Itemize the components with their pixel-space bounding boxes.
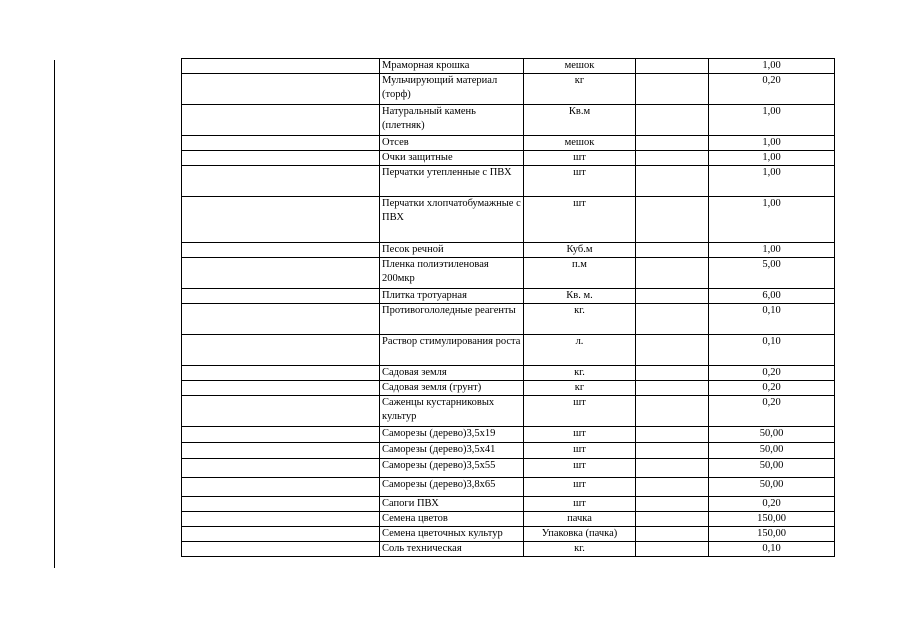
row-number-cell — [182, 459, 380, 478]
table-row — [182, 289, 835, 304]
unit-cell: Куб.м — [524, 243, 636, 258]
item-name-cell: Очки защитные — [380, 151, 524, 166]
item-name-cell: Саженцы кустарниковых культур — [380, 396, 524, 427]
table-row — [182, 527, 835, 542]
empty-cell — [636, 197, 709, 243]
empty-cell — [636, 381, 709, 396]
row-number-cell — [182, 542, 380, 557]
table-row — [182, 443, 835, 459]
empty-cell — [636, 542, 709, 557]
quantity-cell: 0,10 — [709, 335, 835, 366]
unit-cell: шт — [524, 443, 636, 459]
unit-cell: шт — [524, 497, 636, 512]
unit-cell: шт — [524, 478, 636, 497]
quantity-cell: 50,00 — [709, 459, 835, 478]
empty-cell — [636, 335, 709, 366]
item-name-cell: Соль техническая — [380, 542, 524, 557]
item-name-cell: Саморезы (дерево)3,5х41 — [380, 443, 524, 459]
item-name-cell: Перчатки утепленные с ПВХ — [380, 166, 524, 197]
unit-cell: кг. — [524, 304, 636, 335]
unit-cell: мешок — [524, 136, 636, 151]
quantity-cell: 1,00 — [709, 197, 835, 243]
item-name-cell: Перчатки хлопчатобумажные с ПВХ — [380, 197, 524, 243]
row-number-cell — [182, 289, 380, 304]
quantity-cell: 0,10 — [709, 542, 835, 557]
row-number-cell — [182, 136, 380, 151]
quantity-cell: 1,00 — [709, 243, 835, 258]
empty-cell — [636, 478, 709, 497]
quantity-cell: 0,20 — [709, 74, 835, 105]
item-name-cell: Саморезы (дерево)3,5х55 — [380, 459, 524, 478]
table-row — [182, 304, 835, 335]
unit-cell: Кв.м — [524, 105, 636, 136]
row-number-cell — [182, 105, 380, 136]
unit-cell: шт — [524, 427, 636, 443]
unit-cell: кг. — [524, 542, 636, 557]
unit-cell: кг — [524, 381, 636, 396]
empty-cell — [636, 443, 709, 459]
item-name-cell: Сапоги ПВХ — [380, 497, 524, 512]
empty-cell — [636, 459, 709, 478]
quantity-cell: 0,10 — [709, 304, 835, 335]
unit-cell: шт — [524, 459, 636, 478]
empty-cell — [636, 304, 709, 335]
row-number-cell — [182, 59, 380, 74]
unit-cell: п.м — [524, 258, 636, 289]
item-name-cell: Пленка полиэтиленовая 200мкр — [380, 258, 524, 289]
row-number-cell — [182, 381, 380, 396]
empty-cell — [636, 497, 709, 512]
quantity-cell: 1,00 — [709, 59, 835, 74]
item-name-cell: Мраморная крошка — [380, 59, 524, 74]
unit-cell: Кв. м. — [524, 289, 636, 304]
unit-cell: кг. — [524, 366, 636, 381]
row-number-cell — [182, 366, 380, 381]
table-row — [182, 427, 835, 443]
empty-cell — [636, 527, 709, 542]
table-row — [182, 396, 835, 427]
page-margin-rule — [54, 60, 55, 568]
item-name-cell: Натуральный камень (плетняк) — [380, 105, 524, 136]
row-number-cell — [182, 335, 380, 366]
unit-cell: Упаковка (пачка) — [524, 527, 636, 542]
item-name-cell: Семена цветочных культур — [380, 527, 524, 542]
unit-cell: л. — [524, 335, 636, 366]
row-number-cell — [182, 396, 380, 427]
table-row — [182, 335, 835, 366]
item-name-cell: Садовая земля — [380, 366, 524, 381]
table-row — [182, 366, 835, 381]
quantity-cell: 1,00 — [709, 166, 835, 197]
row-number-cell — [182, 304, 380, 335]
quantity-cell: 1,00 — [709, 136, 835, 151]
item-name-cell: Садовая земля (грунт) — [380, 381, 524, 396]
quantity-cell: 150,00 — [709, 512, 835, 527]
table-row — [182, 74, 835, 105]
row-number-cell — [182, 74, 380, 105]
empty-cell — [636, 243, 709, 258]
quantity-cell: 0,20 — [709, 396, 835, 427]
quantity-cell: 0,20 — [709, 381, 835, 396]
row-number-cell — [182, 243, 380, 258]
table-row — [182, 478, 835, 497]
materials-table-body — [182, 59, 835, 557]
row-number-cell — [182, 427, 380, 443]
empty-cell — [636, 512, 709, 527]
empty-cell — [636, 289, 709, 304]
table-row — [182, 497, 835, 512]
unit-cell: кг — [524, 74, 636, 105]
item-name-cell: Отсев — [380, 136, 524, 151]
empty-cell — [636, 74, 709, 105]
empty-cell — [636, 105, 709, 136]
empty-cell — [636, 59, 709, 74]
empty-cell — [636, 427, 709, 443]
materials-table — [181, 58, 835, 557]
quantity-cell: 1,00 — [709, 105, 835, 136]
quantity-cell: 50,00 — [709, 443, 835, 459]
item-name-cell: Саморезы (дерево)3,5х19 — [380, 427, 524, 443]
table-row — [182, 105, 835, 136]
quantity-cell: 50,00 — [709, 427, 835, 443]
quantity-cell: 50,00 — [709, 478, 835, 497]
item-name-cell: Противогололедные реагенты — [380, 304, 524, 335]
item-name-cell: Раствор стимулирования роста — [380, 335, 524, 366]
table-row — [182, 166, 835, 197]
row-number-cell — [182, 443, 380, 459]
table-row — [182, 258, 835, 289]
item-name-cell: Саморезы (дерево)3,8х65 — [380, 478, 524, 497]
table-row — [182, 542, 835, 557]
row-number-cell — [182, 512, 380, 527]
quantity-cell: 0,20 — [709, 497, 835, 512]
table-row — [182, 197, 835, 243]
unit-cell: шт — [524, 197, 636, 243]
row-number-cell — [182, 527, 380, 542]
row-number-cell — [182, 478, 380, 497]
empty-cell — [636, 166, 709, 197]
unit-cell: мешок — [524, 59, 636, 74]
row-number-cell — [182, 258, 380, 289]
table-row — [182, 59, 835, 74]
table-row — [182, 151, 835, 166]
quantity-cell: 6,00 — [709, 289, 835, 304]
unit-cell: пачка — [524, 512, 636, 527]
row-number-cell — [182, 497, 380, 512]
quantity-cell: 1,00 — [709, 151, 835, 166]
item-name-cell: Плитка тротуарная — [380, 289, 524, 304]
quantity-cell: 5,00 — [709, 258, 835, 289]
table-row — [182, 136, 835, 151]
unit-cell: шт — [524, 396, 636, 427]
row-number-cell — [182, 166, 380, 197]
empty-cell — [636, 258, 709, 289]
item-name-cell: Песок речной — [380, 243, 524, 258]
table-row — [182, 512, 835, 527]
unit-cell: шт — [524, 166, 636, 197]
item-name-cell: Семена цветов — [380, 512, 524, 527]
row-number-cell — [182, 151, 380, 166]
empty-cell — [636, 366, 709, 381]
table-row — [182, 381, 835, 396]
table-row — [182, 243, 835, 258]
empty-cell — [636, 151, 709, 166]
empty-cell — [636, 136, 709, 151]
row-number-cell — [182, 197, 380, 243]
table-row — [182, 459, 835, 478]
empty-cell — [636, 396, 709, 427]
quantity-cell: 150,00 — [709, 527, 835, 542]
quantity-cell: 0,20 — [709, 366, 835, 381]
item-name-cell: Мульчирующий материал (торф) — [380, 74, 524, 105]
unit-cell: шт — [524, 151, 636, 166]
